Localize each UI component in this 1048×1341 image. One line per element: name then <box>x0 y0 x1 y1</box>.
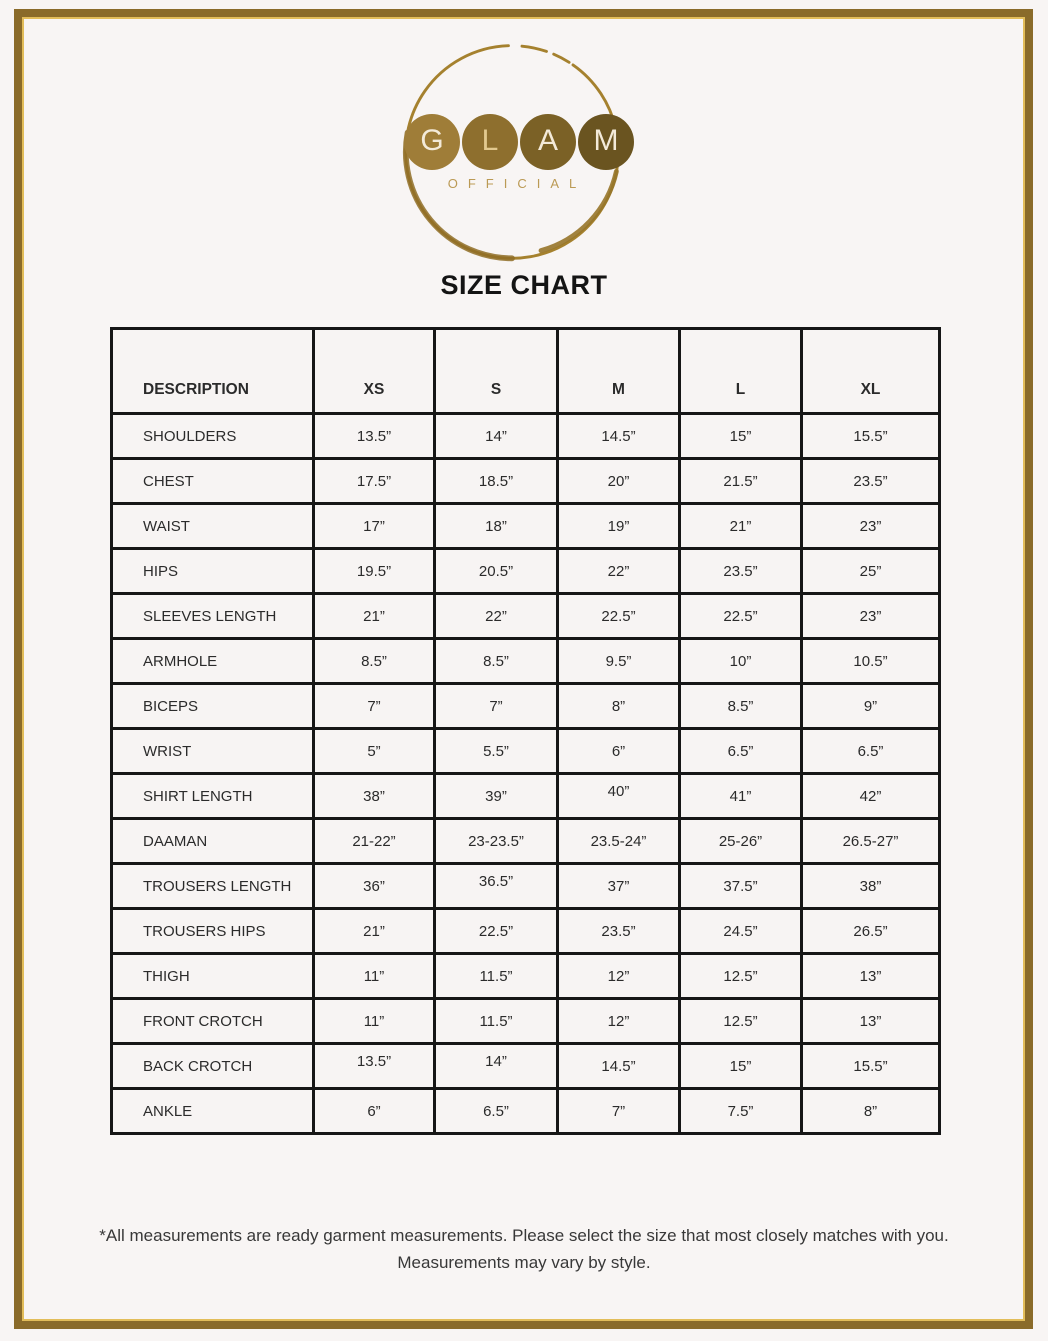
size-value: 11.5” <box>435 954 558 999</box>
row-label: SLEEVES LENGTH <box>112 594 314 639</box>
size-value: 21.5” <box>680 459 802 504</box>
size-value: 6” <box>558 729 680 774</box>
size-value: 8” <box>802 1089 940 1134</box>
size-value: 23.5” <box>680 549 802 594</box>
size-value: 7” <box>558 1089 680 1134</box>
table-row <box>112 1044 940 1089</box>
logo-letter-circle <box>462 114 518 170</box>
size-value: 12.5” <box>680 999 802 1044</box>
table-row <box>112 549 940 594</box>
size-value: 8.5” <box>680 684 802 729</box>
size-value: 7” <box>435 684 558 729</box>
table-row <box>112 504 940 549</box>
size-value: 20” <box>558 459 680 504</box>
table-row <box>112 684 940 729</box>
size-value: 14.5” <box>558 414 680 459</box>
size-value: 36” <box>314 864 435 909</box>
row-label: SHOULDERS <box>112 414 314 459</box>
size-value: 7.5” <box>680 1089 802 1134</box>
size-value: 26.5” <box>802 909 940 954</box>
size-value: 5.5” <box>435 729 558 774</box>
size-value: 8.5” <box>314 639 435 684</box>
size-value: 15.5” <box>802 414 940 459</box>
size-chart-table <box>110 327 941 1135</box>
column-header-xl: XL <box>802 329 940 414</box>
size-value: 41” <box>680 774 802 819</box>
size-value: 38” <box>802 864 940 909</box>
logo-letter-circle <box>404 114 460 170</box>
size-value: 42” <box>802 774 940 819</box>
size-value: 37.5” <box>680 864 802 909</box>
row-label: TROUSERS HIPS <box>112 909 314 954</box>
row-label: SHIRT LENGTH <box>112 774 314 819</box>
size-value: 12.5” <box>680 954 802 999</box>
logo-letter: L <box>481 124 499 157</box>
size-value: 23.5” <box>802 459 940 504</box>
size-value: 11” <box>314 999 435 1044</box>
size-value: 13” <box>802 999 940 1044</box>
size-value: 18.5” <box>435 459 558 504</box>
size-value: 25-26” <box>680 819 802 864</box>
size-value: 23” <box>802 594 940 639</box>
size-value: 15.5” <box>802 1044 940 1089</box>
column-header-s: S <box>435 329 558 414</box>
size-value: 20.5” <box>435 549 558 594</box>
size-value: 21” <box>314 909 435 954</box>
size-value: 12” <box>558 954 680 999</box>
row-label: CHEST <box>112 459 314 504</box>
size-value: 39” <box>435 774 558 819</box>
size-value: 40” <box>558 774 680 819</box>
size-value: 6.5” <box>802 729 940 774</box>
size-value: 19” <box>558 504 680 549</box>
table-row <box>112 729 940 774</box>
table-row <box>112 639 940 684</box>
size-value: 22” <box>558 549 680 594</box>
size-value: 22.5” <box>680 594 802 639</box>
logo-letter: A <box>537 124 558 157</box>
size-value: 26.5-27” <box>802 819 940 864</box>
brand-logo <box>404 114 634 170</box>
size-value: 21-22” <box>314 819 435 864</box>
row-label: BICEPS <box>112 684 314 729</box>
size-value: 25” <box>802 549 940 594</box>
row-label: THIGH <box>112 954 314 999</box>
table-row <box>112 774 940 819</box>
size-value: 17.5” <box>314 459 435 504</box>
size-value: 38” <box>314 774 435 819</box>
size-value: 14” <box>435 1044 558 1089</box>
size-value: 11.5” <box>435 999 558 1044</box>
table-row <box>112 864 940 909</box>
column-header-m: M <box>558 329 680 414</box>
row-label: TROUSERS LENGTH <box>112 864 314 909</box>
footnote-line-2: Measurements may vary by style. <box>397 1253 651 1272</box>
size-value: 8” <box>558 684 680 729</box>
row-label: HIPS <box>112 549 314 594</box>
size-value: 22.5” <box>558 594 680 639</box>
size-value: 14” <box>435 414 558 459</box>
size-value: 6” <box>314 1089 435 1134</box>
size-value: 15” <box>680 414 802 459</box>
size-value: 22” <box>435 594 558 639</box>
column-header-xs: XS <box>314 329 435 414</box>
size-value: 5” <box>314 729 435 774</box>
logo-subtitle: OFFICIAL <box>447 176 587 191</box>
row-label: DAAMAN <box>112 819 314 864</box>
size-value: 6.5” <box>435 1089 558 1134</box>
size-value: 10.5” <box>802 639 940 684</box>
page-title: SIZE CHART <box>440 270 608 300</box>
table-row <box>112 414 940 459</box>
size-value: 13.5” <box>314 414 435 459</box>
table-row <box>112 1089 940 1134</box>
size-value: 7” <box>314 684 435 729</box>
size-value: 23-23.5” <box>435 819 558 864</box>
size-value: 23” <box>802 504 940 549</box>
size-value: 13.5” <box>314 1044 435 1089</box>
size-value: 11” <box>314 954 435 999</box>
size-value: 12” <box>558 999 680 1044</box>
size-value: 9” <box>802 684 940 729</box>
size-value: 8.5” <box>435 639 558 684</box>
size-value: 18” <box>435 504 558 549</box>
row-label: ANKLE <box>112 1089 314 1134</box>
size-value: 14.5” <box>558 1044 680 1089</box>
table-row <box>112 819 940 864</box>
size-value: 15” <box>680 1044 802 1089</box>
size-value: 37” <box>558 864 680 909</box>
footnote-line-1: *All measurements are ready garment measurements. Please select the size that most closely matches with you. <box>99 1226 949 1245</box>
table-row <box>112 909 940 954</box>
size-value: 21” <box>314 594 435 639</box>
logo-letter-circle <box>520 114 576 170</box>
size-value: 23.5” <box>558 909 680 954</box>
row-label: BACK CROTCH <box>112 1044 314 1089</box>
size-value: 13” <box>802 954 940 999</box>
table-row <box>112 594 940 639</box>
table-body <box>112 414 940 1134</box>
size-value: 17” <box>314 504 435 549</box>
measurement-footnote <box>0 1222 1048 1276</box>
size-value: 22.5” <box>435 909 558 954</box>
size-value: 36.5” <box>435 864 558 909</box>
size-value: 6.5” <box>680 729 802 774</box>
table-header-row <box>112 329 940 414</box>
size-value: 9.5” <box>558 639 680 684</box>
row-label: FRONT CROTCH <box>112 999 314 1044</box>
logo-letter-circle <box>578 114 634 170</box>
row-label: ARMHOLE <box>112 639 314 684</box>
size-value: 21” <box>680 504 802 549</box>
table-row <box>112 999 940 1044</box>
row-label: WRIST <box>112 729 314 774</box>
logo-letter: G <box>420 124 444 157</box>
table-header <box>112 329 940 414</box>
table-row <box>112 954 940 999</box>
size-value: 10” <box>680 639 802 684</box>
row-label: WAIST <box>112 504 314 549</box>
column-header-l: L <box>680 329 802 414</box>
column-header-description: DESCRIPTION <box>112 329 314 414</box>
size-value: 23.5-24” <box>558 819 680 864</box>
size-value: 19.5” <box>314 549 435 594</box>
logo-letter: M <box>593 124 619 157</box>
table-row <box>112 459 940 504</box>
size-value: 24.5” <box>680 909 802 954</box>
